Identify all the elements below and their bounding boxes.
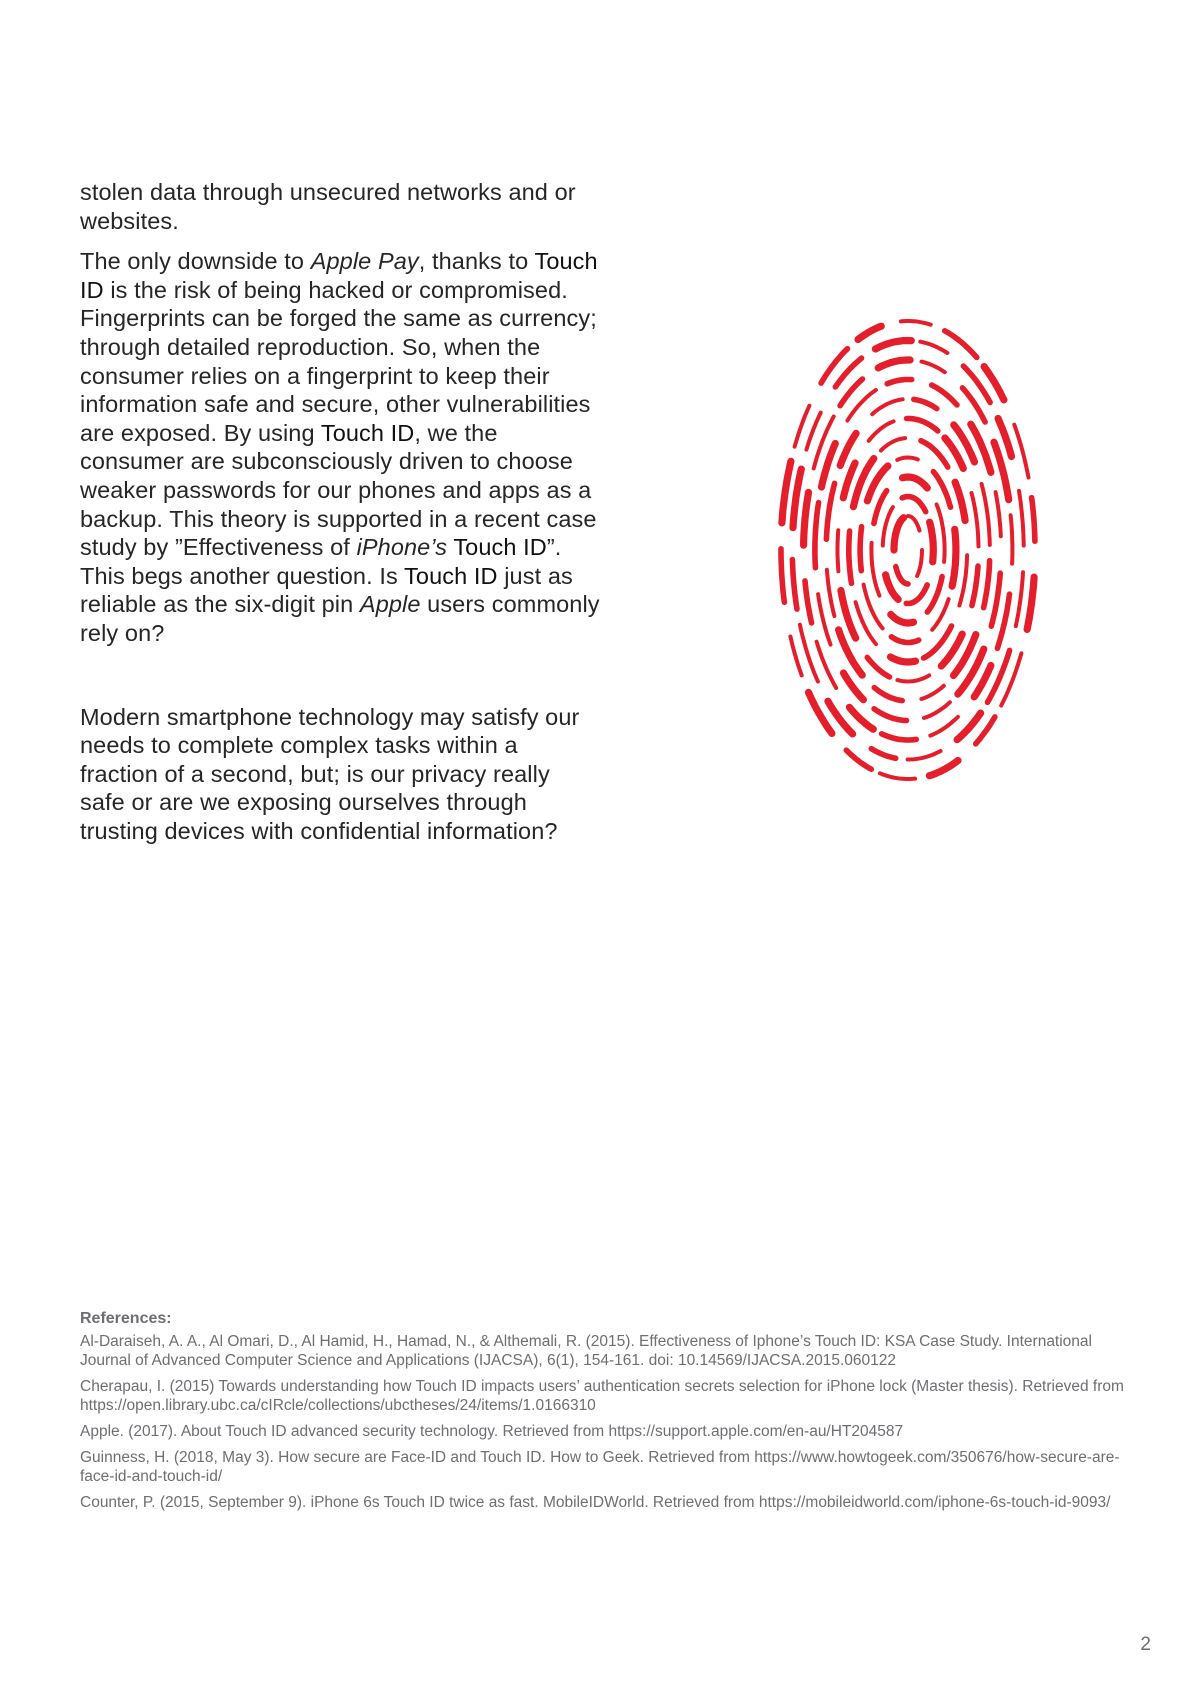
fingerprint-ridge: [790, 637, 801, 676]
fingerprint-ridge: [822, 444, 836, 488]
italic-term: iPhone’s: [356, 534, 448, 561]
text-run: ”. This begs another question. Is: [80, 534, 562, 589]
touch-id-term: Touch ID: [453, 534, 547, 561]
paragraph-3: [80, 703, 600, 846]
fingerprint-ridge: [1027, 577, 1034, 629]
fingerprint-ridge: [897, 675, 929, 681]
fingerprint-ridge: [982, 484, 990, 545]
fingerprint-ridge: [937, 504, 945, 562]
fingerprint-ridge: [922, 362, 945, 373]
fingerprint-ridge: [793, 469, 801, 528]
fingerprint-ridge: [843, 463, 855, 498]
fingerprint-ridge: [952, 529, 956, 586]
fingerprint-ridge: [841, 591, 856, 639]
fingerprint-ridge: [957, 713, 981, 740]
fingerprint-ridge: [805, 581, 812, 623]
touch-id-term: Touch ID: [320, 419, 415, 446]
fingerprint-ridge: [867, 657, 889, 677]
fingerprint-ridge: [907, 419, 938, 431]
fingerprint-ridge: [891, 637, 918, 643]
fingerprint-ridge: [908, 751, 941, 760]
fingerprint-ridge: [894, 518, 904, 550]
fingerprint-ridge: [955, 482, 965, 520]
italic-term: Apple Pay: [310, 248, 419, 275]
fingerprint-ridge: [1019, 491, 1024, 546]
fingerprint-ridge: [887, 380, 912, 384]
text-run: , we the consumer are subconsciously driven to choose weaker passwords for our phones and apps as a backup. This theory is supported in a recent case study by ”Effectiveness of: [80, 419, 597, 561]
fingerprint-ridge: [921, 441, 948, 467]
fingerprint-ridge: [878, 360, 910, 368]
fingerprint-ridge: [827, 570, 835, 616]
fingerprint-ridge: [930, 522, 934, 562]
fingerprint-ridge: [906, 585, 927, 604]
fingerprint-ridge: [795, 406, 810, 447]
italic-term: Apple: [359, 591, 421, 618]
fingerprint-ridge: [826, 483, 834, 539]
text-run: just as reliable as the six-digit pin: [80, 562, 573, 618]
text-run: is the risk of being hacked or compromised. Fingerprints can be forged the same as currency; through detailed reproduction. So, when the consumer relies on a fingerprint to keep their information safe and secure, other vulnerabilities are exposed. By using: [80, 276, 597, 446]
fingerprint-ridge: [815, 503, 819, 568]
fingerprint-ridge: [896, 567, 908, 584]
text-run: stolen data through unsecured networks and or websites.: [80, 179, 576, 234]
fingerprint-icon: [770, 300, 1040, 790]
fingerprint-ridge: [846, 750, 871, 769]
fingerprint-ridge: [781, 549, 784, 603]
fingerprint-ridge: [902, 497, 926, 512]
text-run: Modern smartphone technology may satisfy our needs to complete complex tasks within a fraction of a second, but; is our privacy really safe or are we exposing ourselves through trusting devices with confidential information?: [80, 703, 580, 844]
fingerprint-ridge: [874, 709, 906, 721]
fingerprint-ridge: [932, 385, 957, 405]
fingerprint-ridge: [804, 492, 809, 545]
reference-item: Al-Daraiseh, A. A., Al Omari, D., Al Hamid, H., Hamad, N., & Althemali, R. (2015). Effectiveness of Iphone’s Touch ID: KSA Case Study. International Journal of Advanced Computer Science and Applications (IJACSA), 6(1), 154-161. doi: 10.14569/IJACSA.2015.060122: [80, 1333, 1092, 1369]
page-number: 2: [1140, 1634, 1151, 1655]
fingerprint-ridge: [891, 657, 916, 662]
reference-item: Counter, P. (2015, September 9). iPhone 6s Touch ID twice as fast. MobileIDWorld. Retrieved from https://mobileidworld.com/iphone-6s-touch-id-9093/: [80, 1494, 1111, 1511]
fingerprint-ridge: [984, 561, 990, 608]
fingerprint-ridge: [871, 543, 879, 596]
fingerprint-ridge: [886, 575, 899, 600]
references-title: References:: [80, 1310, 172, 1327]
text-run: users commonly rely on?: [80, 591, 600, 646]
paragraph-2: [80, 247, 600, 647]
paragraph-1: [80, 178, 600, 235]
fingerprint-ridge: [818, 594, 830, 644]
fingerprint-ridge: [881, 438, 905, 450]
fingerprint-ridge: [914, 399, 937, 408]
fingerprint-ridge: [891, 614, 914, 623]
fingerprint-ridge: [917, 550, 922, 576]
fingerprint-ridge: [872, 399, 902, 414]
fingerprint-ridge: [860, 527, 862, 571]
fingerprint-ridge: [945, 331, 977, 358]
fingerprint-ridge: [908, 516, 920, 531]
fingerprint-ridge: [874, 491, 887, 524]
fingerprint-ridge: [933, 472, 950, 508]
fingerprint-ridge: [838, 530, 839, 571]
fingerprint-ridge: [1016, 572, 1023, 626]
reference-item: Cherapau, I. (2015) Towards understanding how Touch ID impacts users’ authentication secrets selection for iPhone lock (Master thesis). Retrieved from https://open.library.ubc.ca/cIRcle/collections/ubctheses/24/items/1.0166310: [80, 1378, 1124, 1414]
text-run: , thanks to: [418, 248, 535, 275]
fingerprint-ridge: [901, 321, 931, 325]
fingerprint-ridge: [849, 707, 873, 729]
fingerprint-ridge: [972, 566, 978, 606]
reference-item: Apple. (2017). About Touch ID advanced security technology. Retrieved from https://support.apple.com/en-au/HT204587: [80, 1423, 904, 1440]
fingerprint-ridge: [871, 749, 895, 759]
fingerprint-ridge: [903, 477, 928, 488]
fingerprint-ridge: [882, 734, 917, 740]
fingerprint-ridge: [869, 421, 894, 441]
fingerprint-ridge: [930, 717, 958, 736]
references: [80, 1310, 1130, 1519]
fingerprint-ridge: [849, 531, 852, 583]
touch-id-term: Touch ID: [404, 562, 498, 589]
text-run: The only downside to: [80, 248, 311, 275]
fingerprint-ridge: [991, 573, 1000, 626]
fingerprint-ridge: [840, 379, 862, 406]
fingerprint-ridge: [921, 686, 943, 699]
fingerprint-ridge: [972, 493, 979, 546]
fingerprint-ridge: [927, 577, 942, 612]
fingerprint-ridge: [897, 458, 918, 460]
touch-id-term: Touch ID: [80, 248, 598, 303]
reference-item: Guinness, H. (2018, May 3). How secure are Face-ID and Touch ID. How to Geek. Retrieved from https://www.howtogeek.com/350676/how-secure-are-face-id-and-touch-id/: [80, 1449, 1120, 1485]
fingerprint-ridge: [924, 702, 950, 718]
fingerprint-ridge: [920, 342, 947, 353]
fingerprint-ridge: [782, 461, 791, 523]
fingerprint-ridge: [1032, 498, 1035, 542]
fingerprint-ridge: [1014, 425, 1028, 478]
fingerprint-ridge: [959, 555, 967, 605]
fingerprint-ridge: [1011, 515, 1013, 564]
fingerprint-ridge: [806, 413, 820, 450]
fingerprint-ridge: [929, 761, 958, 776]
fingerprint-ridge: [996, 492, 1001, 536]
body-text: [80, 178, 600, 845]
fingerprint-ridge: [858, 326, 881, 339]
fingerprint-ridge: [874, 688, 902, 701]
references-list: [80, 1332, 1130, 1512]
fingerprint-ridge: [880, 773, 915, 779]
fingerprint-ridge: [792, 560, 797, 610]
fingerprint-ridge: [875, 341, 911, 350]
